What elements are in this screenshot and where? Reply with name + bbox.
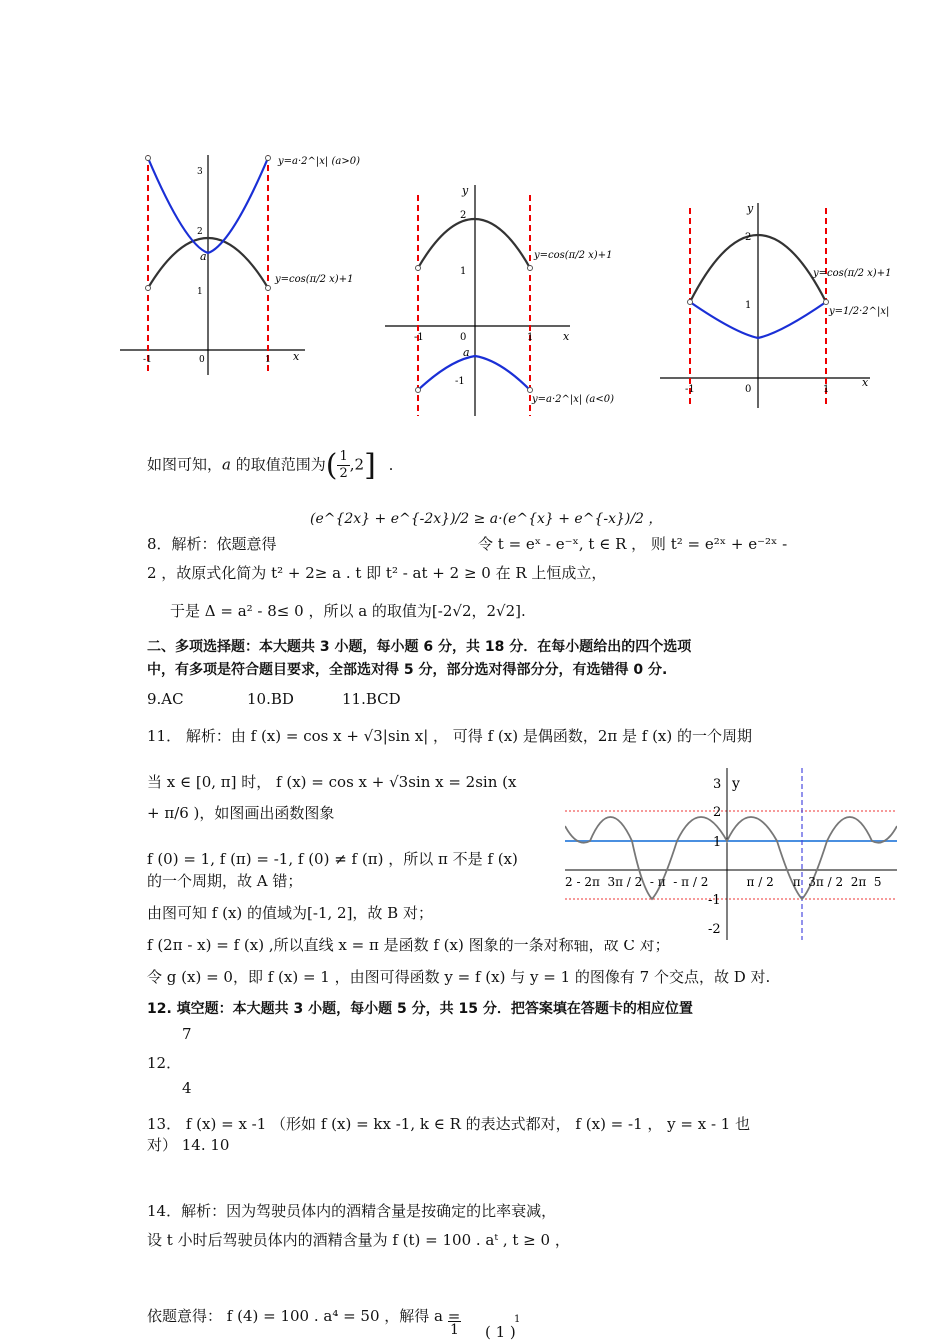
q11-line-7: f (2π - x) = f (x) ,所以直线 x = π 是函数 f (x) 图象的一条对称轴，故 C 对； (147, 936, 670, 954)
conclusion-line: 如图可知，a 的取值范围为( $\frac{1}{2}$ ,2] . (147, 448, 394, 483)
section-2-heading: 二、多项选择题：本大题共 3 小题，每小题 6 分，共 18 分．在每小题给出的四个选项 (147, 639, 692, 655)
q14-line-2: 设 t 小时后驾驶员体内的酒精含量为 f (t) = 100 . aᵗ , t ≥ 0 ， (147, 1231, 570, 1249)
q8-substitution: 令 t = eˣ - e⁻ˣ, t ∈ R ， 则 t² = e²ˣ + e⁻²ˣ - (478, 535, 788, 553)
exp-curve (418, 356, 530, 390)
q8-inequality: (e^{2x} + e^{-2x})/2 ≥ a·(e^{x} + e^{-x})/2 ， (310, 511, 663, 527)
q11-line-6: 由图可知 f (x) 的值域为[-1, 2]，故 B 对； (147, 904, 433, 922)
q14-paren: ( 1 ) (485, 1323, 516, 1341)
tick-0: 0 (199, 355, 205, 365)
q12-denominator: 4 (182, 1079, 192, 1097)
open-point (528, 266, 533, 271)
answer-9: 9.AC (147, 690, 184, 708)
tick-m1x: -1 (414, 332, 424, 343)
x-tick-labels: 2 - 2π 3π / 2 - π - π / 2 π / 2 π 3π / 2 2π 5 (565, 875, 882, 889)
text: 如图可知， (147, 455, 223, 474)
tick-2: 2 (745, 232, 752, 243)
x-label: x (293, 350, 300, 363)
q12-label: 12． (147, 1054, 182, 1072)
tick-ym2: -2 (708, 922, 721, 937)
q13-line-2: 对） 14. 10 (147, 1136, 230, 1154)
q11-line-3: + π/6 )，如图画出函数图象 (147, 804, 335, 822)
q8-label: 8．解析：依题意得 (147, 535, 277, 553)
fraction (337, 449, 349, 482)
tick-1: 1 (460, 266, 467, 277)
open-point (146, 286, 151, 291)
graph-1 (115, 150, 385, 380)
text: ,2 (349, 455, 365, 474)
graph-3 (655, 198, 945, 413)
q8-simplify: 2 ，故原式化简为 t² + 2≥ a . t 即 t² - at + 2 ≥ 0 在 R 上恒成立， (147, 564, 607, 582)
denominator: 2 (339, 466, 348, 481)
y-label: y (747, 202, 754, 215)
open-point (146, 156, 151, 161)
open-point (266, 156, 271, 161)
q14-radical: 1 (450, 1322, 459, 1338)
graph-2 (380, 180, 650, 420)
tick-y1: 1 (713, 835, 722, 850)
q11-line-8: 令 g (x) = 0，即 f (x) = 1 ，由图可得函数 y = f (x) 与 y = 1 的图像有 7 个交点，故 D 对. (147, 968, 771, 986)
tick-y3: 3 (713, 777, 722, 792)
tick-1: 1 (197, 287, 203, 297)
graph-4 (565, 768, 897, 940)
tick-y2: 2 (713, 805, 722, 820)
curve-label-cos: y=cos(π/2 x)+1 (813, 268, 892, 279)
open-point (266, 286, 271, 291)
label-a: a (463, 346, 470, 359)
tick-0: 0 (460, 332, 467, 343)
q13-line-1: 13． f (x) = x -1 （形如 f (x) = kx -1, k ∈ R 的表达式都对， f (x) = -1 ， y = x - 1 也 (147, 1115, 751, 1133)
tick-m1x: -1 (685, 384, 695, 395)
answer-11: 11.BCD (342, 690, 401, 708)
q11-line-4: f (0) = 1, f (π) = -1, f (0) ≠ f (π) ，所以 π 不是 f (x) (147, 850, 518, 868)
text: 的取值范围为 (230, 455, 326, 474)
tick-3: 3 (197, 167, 203, 177)
curve-label-exp: y=1/2·2^|x| (829, 306, 890, 317)
label-a: a (200, 250, 207, 263)
tick-2: 2 (197, 227, 203, 237)
x-label: x (563, 330, 570, 343)
text: . (388, 455, 394, 474)
tick-0: 0 (745, 384, 752, 395)
section-3-heading: 12. 填空题：本大题共 3 小题，每小题 5 分，共 15 分．把答案填在答题卡的相应位置 (147, 1001, 693, 1017)
tick-1x: 1 (265, 355, 271, 365)
open-point (416, 388, 421, 393)
open-point (416, 266, 421, 271)
open-point (528, 388, 533, 393)
answer-10: 10.BD (247, 690, 294, 708)
var-a: a (222, 455, 231, 474)
q14-exponent: 1 (514, 1314, 521, 1325)
q14-line-3: 依题意得： f (4) = 100 . a⁴ = 50 ，解得 a = (147, 1307, 461, 1325)
x-label: x (862, 376, 869, 389)
q11-line-5: 的一个周期，故 A 错； (147, 872, 303, 890)
section-2-heading-cont: 中，有多项是符合题目要求，全部选对得 5 分，部分选对得部分分，有选错得 0 分. (147, 662, 668, 678)
numerator: 1 (339, 449, 348, 464)
curve-label-exp: y=a·2^|x| (a>0) (278, 156, 360, 167)
q11-line-2: 当 x ∈ [0, π] 时， f (x) = cos x + √3sin x = 2sin (x (147, 773, 517, 791)
tick-ym1: -1 (708, 893, 721, 908)
curve-label-cos: y=cos(π/2 x)+1 (534, 250, 613, 261)
tick-1x: 1 (823, 384, 830, 395)
open-point (688, 300, 693, 305)
q11-line-1: 11． 解析：由 f (x) = cos x + √3|sin x| ， 可得 f (x) 是偶函数，2π 是 f (x) 的一个周期 (147, 727, 753, 745)
q14-line-1: 14．解析：因为驾驶员体内的酒精含量是按确定的比率衰减， (147, 1202, 557, 1220)
tick-m1: -1 (455, 376, 465, 387)
tick-1x: 1 (527, 332, 534, 343)
tick-m1: -1 (143, 355, 152, 365)
cos-curve (418, 219, 530, 268)
tick-1: 1 (745, 300, 752, 311)
open-point (824, 300, 829, 305)
curve-label-cos: y=cos(π/2 x)+1 (275, 274, 354, 285)
q8-discriminant: 于是 Δ = a² - 8≤ 0 ，所以 a 的取值为[-2√2，2√2]. (170, 602, 526, 620)
q12-numerator: 7 (182, 1025, 192, 1043)
tick-2: 2 (460, 210, 467, 221)
y-label: y (462, 184, 469, 197)
curve-label-exp: y=a·2^|x| (a<0) (532, 394, 614, 405)
y-label: y (732, 776, 740, 792)
